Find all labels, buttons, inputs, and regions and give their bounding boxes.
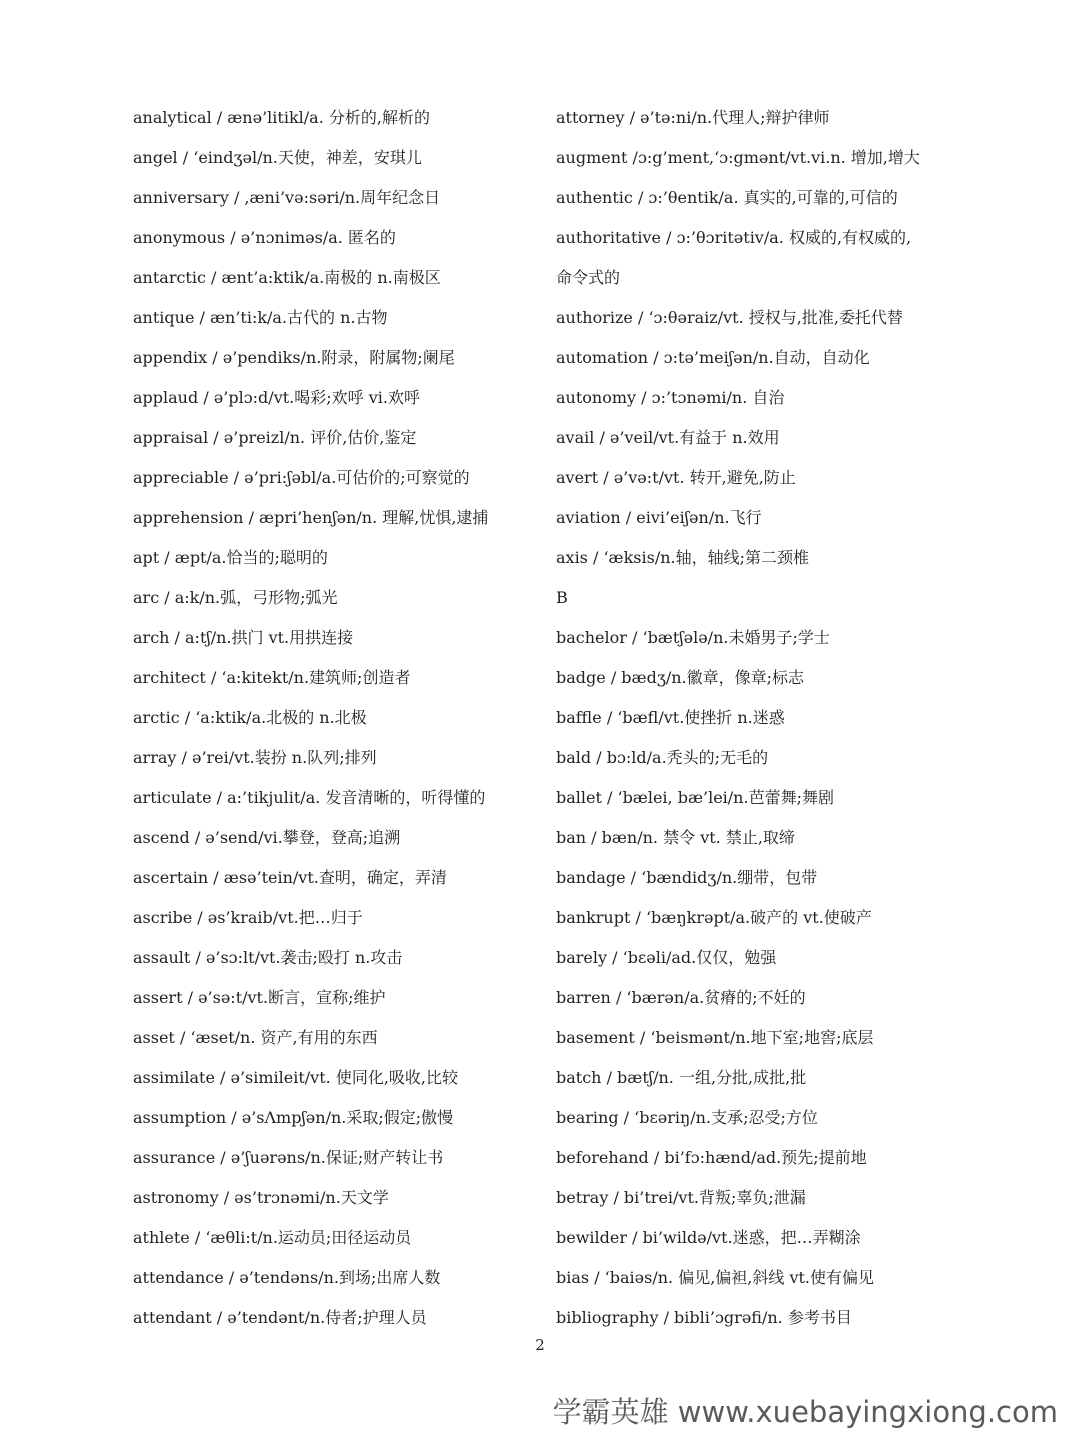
right-column-entry: attorney / ə’tə:ni/n.代理人;辩护律师 [556,108,830,127]
right-column-entry: aviation / eivi’eiʃən/n.飞行 [556,508,762,527]
right-column-entry: badge / bædʒ/n.徽章，像章;标志 [556,668,805,687]
left-column-entry: arctic / ‘a:ktik/a.北极的 n.北极 [133,708,367,727]
left-column-entry: astronomy / əs’trɔnəmi/n.天文学 [133,1188,389,1207]
right-column-entry: bankrupt / ‘bæŋkrəpt/a.破产的 vt.使破产 [556,908,872,927]
right-column-entry: ballet / ‘bælei, bæ’lei/n.芭蕾舞;舞剧 [556,788,834,807]
left-column-entry: apprehension / æpri’henʃən/n. 理解,忧惧,逮捕 [133,508,489,527]
left-column-entry: assert / ə’sə:t/vt.断言，宣称;维护 [133,988,386,1007]
left-column-entry: anonymous / ə’nɔniməs/a. 匿名的 [133,228,396,247]
left-column-entry: assurance / ə’ʃuərəns/n.保证;财产转让书 [133,1148,444,1167]
left-column-entry: antique / æn’ti:k/a.古代的 n.古物 [133,308,388,327]
left-column-entry: assumption / ə’sΛmpʃən/n.采取;假定;傲慢 [133,1108,454,1127]
left-column [133,98,533,1338]
right-column-entry: authoritative / ɔ:’θɔritətiv/a. 权威的,有权威的, [556,228,912,247]
right-column-entry: betray / bi’trei/vt.背叛;辜负;泄漏 [556,1188,806,1207]
right-column-entry: barren / ‘bærən/a.贫瘠的;不妊的 [556,988,806,1007]
left-column-entry: anniversary / ,æni’və:səri/n.周年纪念日 [133,188,441,207]
right-column-entry: baffle / ‘bæfl/vt.使挫折 n.迷惑 [556,708,785,727]
right-column-entry: bachelor / ‘bætʃələ/n.未婚男子;学士 [556,628,830,647]
right-column-entry: bald / bɔ:ld/a.秃头的;无毛的 [556,748,769,767]
right-column-entry: avert / ə’və:t/vt. 转开,避免,防止 [556,468,796,487]
right-column-entry: augment /ɔ:g’ment,‘ɔ:gmənt/vt.vi.n. 增加,增大 [556,148,920,167]
right-column-entry: bibliography / bibli’ɔgrəfi/n. 参考书目 [556,1308,852,1327]
right-column-entry: 命令式的 [556,268,621,287]
right-column [556,98,956,1338]
left-column-entry: applaud / ə’plɔ:d/vt.喝彩;欢呼 vi.欢呼 [133,388,420,407]
left-column-entry: array / ə’rei/vt.装扮 n.队列;排列 [133,748,377,767]
left-column-entry: angel / ‘eindʒəl/n.天使，神差，安琪儿 [133,148,422,167]
left-column-entry: asset / ‘æset/n. 资产,有用的东西 [133,1028,378,1047]
watermark: 学霸英雄 www.xuebayingxiong.com [552,1395,1058,1429]
right-column-entry: ban / bæn/n. 禁令 vt. 禁止,取缔 [556,828,795,847]
right-column-entry: bewilder / bi’wildə/vt.迷惑，把…弄糊涂 [556,1228,861,1247]
left-column-entry: ascend / ə’send/vi.攀登，登高;追溯 [133,828,401,847]
right-column-entry: beforehand / bi’fɔ:hænd/ad.预先;提前地 [556,1148,867,1167]
right-column-entry: barely / ‘bɛəli/ad.仅仅，勉强 [556,948,777,967]
right-column-entry: batch / bætʃ/n. 一组,分批,成批,批 [556,1068,807,1087]
right-column-entry: authorize / ‘ɔ:θəraiz/vt. 授权与,批准,委托代替 [556,308,903,327]
left-column-entry: ascertain / æsə’tein/vt.查明，确定，弄清 [133,868,447,887]
right-column-entry: bias / ‘baiəs/n. 偏见,偏袒,斜线 vt.使有偏见 [556,1268,875,1287]
left-column-entry: architect / ‘a:kitekt/n.建筑师;创造者 [133,668,411,687]
right-column-entry: basement / ‘beismənt/n.地下室;地窖;底层 [556,1028,874,1047]
left-column-entry: assault / ə’sɔ:lt/vt.袭击;殴打 n.攻击 [133,948,403,967]
right-column-entry: automation / ɔ:tə’meiʃən/n.自动，自动化 [556,348,870,367]
right-column-entry: bandage / ‘bændidʒ/n.绷带，包带 [556,868,818,887]
left-column-entry: articulate / a:’tikjulit/a. 发音清晰的，听得懂的 [133,788,486,807]
right-column-entry: bearing / ‘bɛəriŋ/n.支承;忍受;方位 [556,1108,818,1127]
left-column-entry: athlete / ‘æθli:t/n.运动员;田径运动员 [133,1228,412,1247]
page-number: 2 [535,1336,545,1354]
left-column-entry: arch / a:tʃ/n.拱门 vt.用拱连接 [133,628,354,647]
right-column-entry: axis / ‘æksis/n.轴，轴线;第二颈椎 [556,548,809,567]
right-column-entry: avail / ə’veil/vt.有益于 n.效用 [556,428,780,447]
right-column-entry: authentic / ɔ:’θentik/a. 真实的,可靠的,可信的 [556,188,898,207]
left-column-entry: attendant / ə’tendənt/n.侍者;护理人员 [133,1308,427,1327]
left-column-entry: appendix / ə’pendiks/n.附录，附属物;阑尾 [133,348,455,367]
left-column-entry: appreciable / ə’pri:ʃəbl/a.可估价的;可察觉的 [133,468,470,487]
right-column-entry: B [556,588,568,607]
left-column-entry: appraisal / ə’preizl/n. 评价,估价,鉴定 [133,428,417,447]
left-column-entry: antarctic / ænt’a:ktik/a.南极的 n.南极区 [133,268,441,287]
left-column-entry: arc / a:k/n.弧，弓形物;弧光 [133,588,338,607]
left-column-entry: analytical / ænə’litikl/a. 分析的,解析的 [133,108,430,127]
left-column-entry: attendance / ə’tendəns/n.到场;出席人数 [133,1268,441,1287]
left-column-entry: apt / æpt/a.恰当的;聪明的 [133,548,328,567]
right-column-entry: autonomy / ɔ:’tɔnəmi/n. 自治 [556,388,785,407]
left-column-entry: assimilate / ə’simileit/vt. 使同化,吸收,比较 [133,1068,458,1087]
left-column-entry: ascribe / əs’kraib/vt.把…归于 [133,908,363,927]
